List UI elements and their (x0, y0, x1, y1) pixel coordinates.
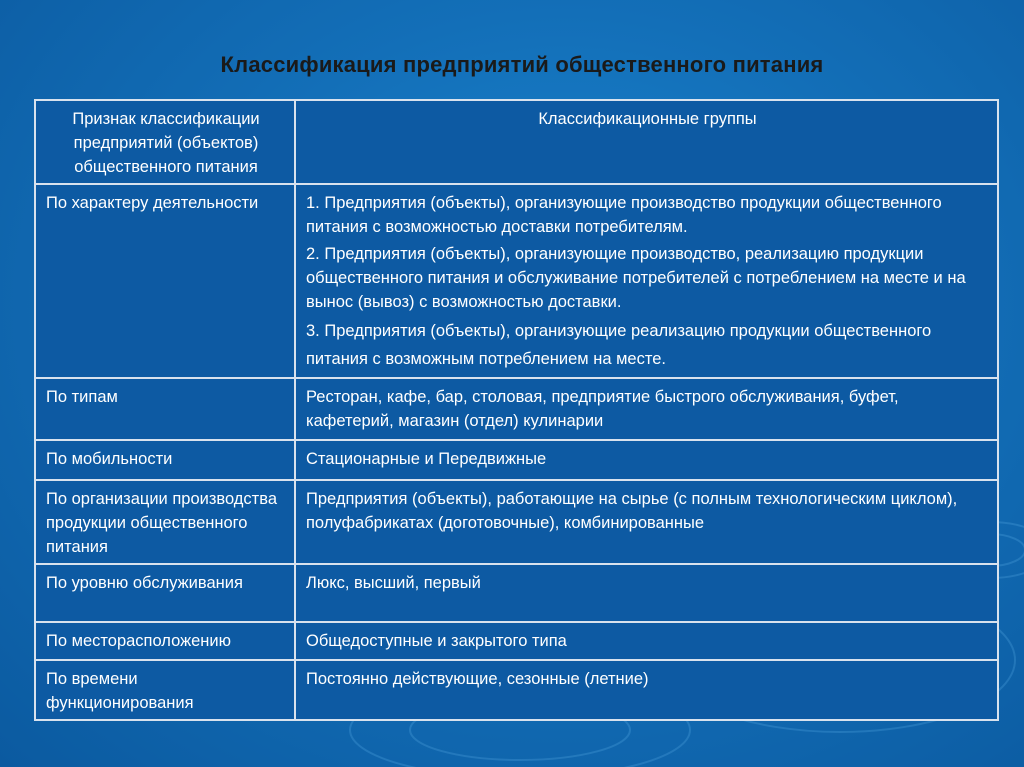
table-row (35, 564, 998, 622)
table-row (35, 184, 998, 378)
table-row (35, 622, 998, 660)
page-title: Классификация предприятий общественного питания (220, 52, 824, 77)
groups-cell: Ресторан, кафе, бар, столовая, предприятие быстрого обслуживания, буфет, кафетерий, магазин (отдел) кулинарии (295, 378, 998, 440)
criterion-cell: По месторасположению (35, 622, 295, 660)
group-item: 2. Предприятия (объекты), организующие производство, реализацию продукции общественного питания и обслуживание потребителей с потреблением на месте и на вынос (вывоз) с возможностью доставки. (306, 245, 966, 311)
groups-cell: Люкс, высший, первый (295, 564, 998, 622)
criterion-cell: По типам (35, 378, 295, 440)
header-criterion: Признак классификации предприятий (объектов) общественного питания (35, 100, 295, 184)
groups-cell: Общедоступные и закрытого типа (295, 622, 998, 660)
table-row (35, 378, 998, 440)
criterion-cell: По характеру деятельности (35, 184, 295, 378)
groups-cell: Предприятия (объекты), работающие на сырье (с полным технологическим циклом), полуфабрикатах (доготовочные), комбинированные (295, 480, 998, 564)
header-groups: Классификационные группы (295, 100, 998, 184)
table-row (35, 480, 998, 564)
groups-cell (295, 184, 998, 378)
criterion-cell: По уровню обслуживания (35, 564, 295, 622)
group-item: 3. Предприятия (объекты), организующие реализацию продукции общественного питания с возможным потреблением на месте. (306, 322, 932, 368)
groups-cell: Постоянно действующие, сезонные (летние) (295, 660, 998, 720)
table-row (35, 440, 998, 480)
classification-table (34, 99, 999, 721)
criterion-cell: По мобильности (35, 440, 295, 480)
table-row (35, 660, 998, 720)
groups-cell: Стационарные и Передвижные (295, 440, 998, 480)
group-item: 1. Предприятия (объекты), организующие производство продукции общественного питания с возможностью доставки потребителям. (306, 194, 942, 236)
criterion-cell: По времени функционирования (35, 660, 295, 720)
criterion-cell: По организации производства продукции общественного питания (35, 480, 295, 564)
table-header-row (35, 100, 998, 184)
